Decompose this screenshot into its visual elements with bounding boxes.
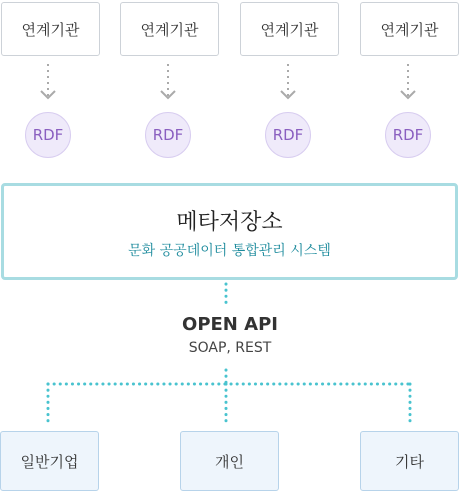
source-arrowhead-3 xyxy=(281,91,295,98)
source-arrowhead-2 xyxy=(161,91,175,98)
meta-repository-title: 메타저장소 xyxy=(176,210,283,235)
source-label-4: 연계기관 xyxy=(380,20,439,39)
source-label-2: 연계기관 xyxy=(140,20,199,39)
meta-repository-subtitle: 문화 공공데이터 통합관리 시스템 xyxy=(128,243,331,259)
source-arrowhead-4 xyxy=(401,91,415,98)
open-api-protocols: SOAP, REST xyxy=(188,340,272,356)
consumer-box-individual xyxy=(180,431,279,491)
rdf-node-4 xyxy=(385,112,431,158)
source-box-2 xyxy=(120,2,219,56)
source-label-1: 연계기관 xyxy=(21,20,80,39)
source-arrowhead-1 xyxy=(41,91,55,98)
source-box-4 xyxy=(360,2,459,56)
source-box-1 xyxy=(1,2,100,56)
consumer-label-individual: 개인 xyxy=(215,452,244,471)
meta-repository-box xyxy=(1,183,458,280)
rdf-label-3: RDF xyxy=(272,126,304,144)
source-box-3 xyxy=(240,2,339,56)
rdf-label-2: RDF xyxy=(152,126,184,144)
source-arrows xyxy=(41,64,415,98)
rdf-node-3 xyxy=(265,112,311,158)
consumer-label-enterprise: 일반기업 xyxy=(20,452,79,471)
consumer-box-other xyxy=(360,431,459,491)
rdf-node-1 xyxy=(25,112,71,158)
open-api-title: OPEN API xyxy=(182,314,278,335)
consumer-label-other: 기타 xyxy=(395,452,424,471)
consumer-box-enterprise xyxy=(0,431,99,491)
rdf-node-2 xyxy=(145,112,191,158)
source-label-3: 연계기관 xyxy=(260,20,319,39)
rdf-label-1: RDF xyxy=(32,126,64,144)
rdf-label-4: RDF xyxy=(392,126,424,144)
